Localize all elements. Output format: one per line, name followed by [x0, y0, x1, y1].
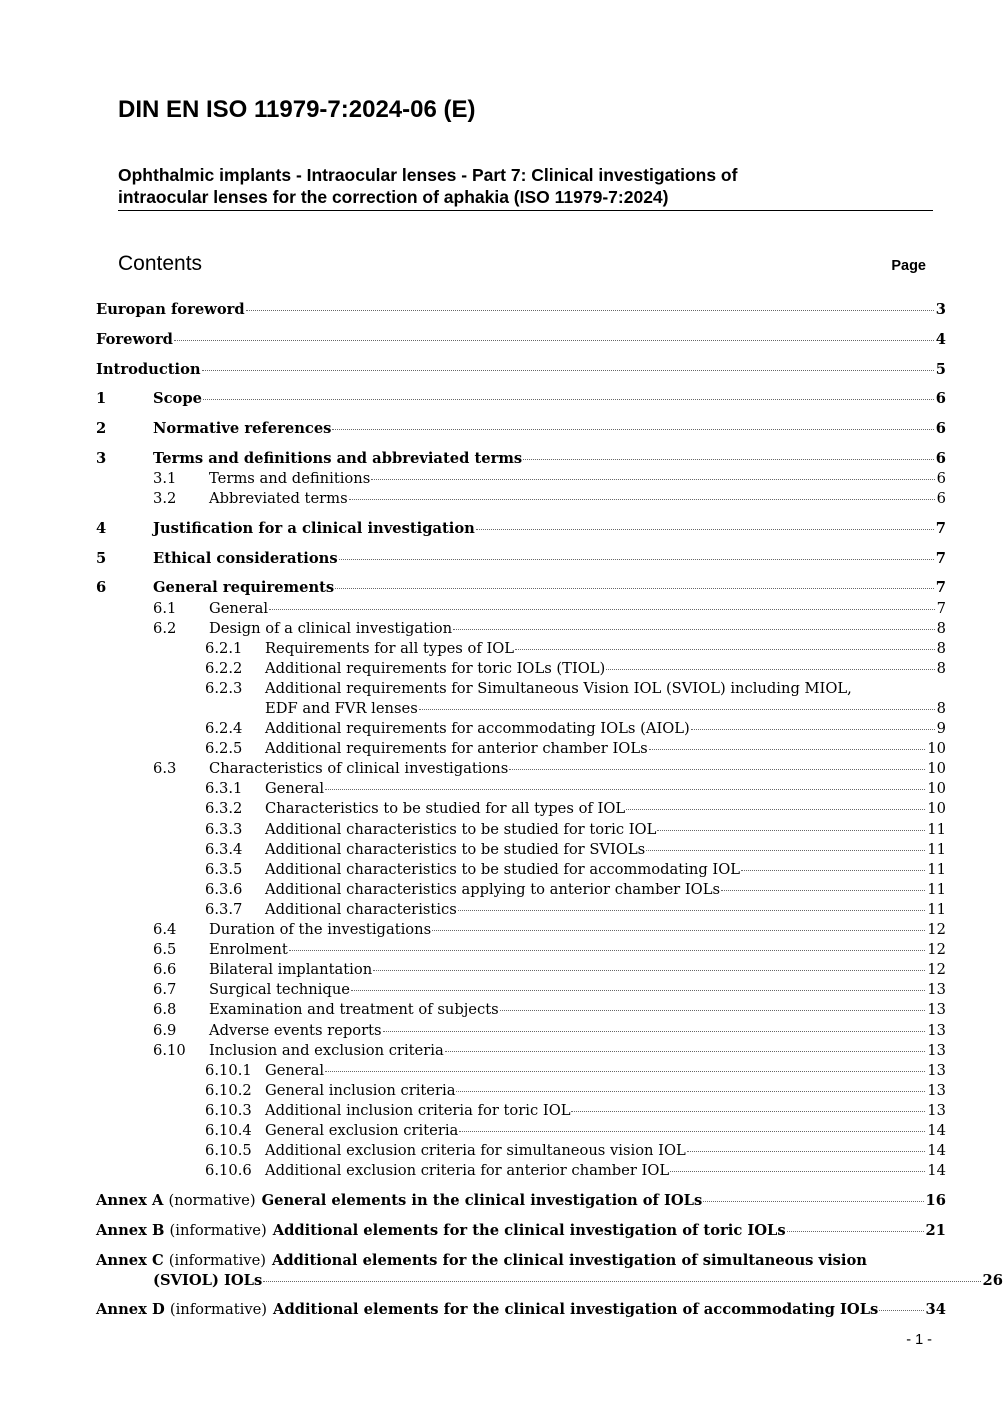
document-title: DIN EN ISO 11979-7:2024-06 (E): [118, 96, 476, 123]
toc-entry-6-3-4[interactable]: 6.3.4 Additional characteristics to be studied for SVIOLs 11: [205, 840, 946, 858]
toc-entry-6-10-5[interactable]: 6.10.5 Additional exclusion criteria for simultaneous vision IOL 14: [205, 1142, 946, 1160]
toc-entry-6-10-6[interactable]: 6.10.6 Additional exclusion criteria for anterior chamber IOL 14: [205, 1162, 946, 1180]
toc-entry-6-2-3-continued[interactable]: EDF and FVR lenses 8: [265, 700, 946, 717]
toc-entry-annex-a[interactable]: Annex A (normative) General elements in the clinical investigation of IOLs 16: [96, 1191, 946, 1209]
toc-entry-europan-foreword[interactable]: Europan foreword 3: [96, 301, 946, 318]
subtitle-line-2: intraocular lenses for the correction of aphakia (ISO 11979-7:2024): [118, 187, 669, 207]
toc-entry-6-2-3[interactable]: 6.2.3 Additional requirements for Simultaneous Vision IOL (SVIOL) including MIOL,: [205, 679, 852, 697]
toc-entry-annex-c[interactable]: Annex C (informative) Additional elements for the clinical investigation of simultaneous vision: [96, 1251, 867, 1269]
toc-entry-6-3-2[interactable]: 6.3.2 Characteristics to be studied for all types of IOL 10: [205, 800, 946, 818]
toc-entry-6-5[interactable]: 6.5 Enrolment 12: [153, 941, 946, 959]
toc-entry-6-10[interactable]: 6.10 Inclusion and exclusion criteria 13: [153, 1041, 946, 1059]
toc-entry-6-10-4[interactable]: 6.10.4 General exclusion criteria 14: [205, 1121, 946, 1139]
toc-entry-6-2-4[interactable]: 6.2.4 Additional requirements for accommodating IOLs (AIOL) 9: [205, 720, 946, 738]
toc-entry-6-7[interactable]: 6.7 Surgical technique 13: [153, 981, 946, 999]
toc-entry-6-10-2[interactable]: 6.10.2 General inclusion criteria 13: [205, 1081, 946, 1099]
toc-entry-6-1[interactable]: 6.1 General 7: [153, 599, 946, 617]
toc-entry-6-2-5[interactable]: 6.2.5 Additional requirements for anterior chamber IOLs 10: [205, 740, 946, 758]
toc-entry-6-8[interactable]: 6.8 Examination and treatment of subjects 13: [153, 1001, 946, 1019]
subtitle-line-1: Ophthalmic implants - Intraocular lenses - Part 7: Clinical investigations of: [118, 165, 738, 185]
toc-entry-6-6[interactable]: 6.6 Bilateral implantation 12: [153, 961, 946, 979]
toc-entry-6-10-3[interactable]: 6.10.3 Additional inclusion criteria for toric IOL 13: [205, 1101, 946, 1119]
toc-entry-3[interactable]: 3 Terms and definitions and abbreviated terms 6: [96, 449, 946, 467]
toc-entry-foreword[interactable]: Foreword 4: [96, 330, 946, 348]
toc-entry-6-10-1[interactable]: 6.10.1 General 13: [205, 1061, 946, 1079]
toc-entry-6-9[interactable]: 6.9 Adverse events reports 13: [153, 1021, 946, 1039]
toc-entry-annex-d[interactable]: Annex D (informative) Additional elements for the clinical investigation of accommodating IOLs 34: [96, 1301, 946, 1319]
toc-entry-6-3-7[interactable]: 6.3.7 Additional characteristics 11: [205, 900, 946, 918]
toc-entry-6-3[interactable]: 6.3 Characteristics of clinical investigations 10: [153, 760, 946, 778]
toc-entry-6-2-2[interactable]: 6.2.2 Additional requirements for toric IOLs (TIOL) 8: [205, 659, 946, 677]
toc-entry-6-4[interactable]: 6.4 Duration of the investigations 12: [153, 921, 946, 939]
toc-entry-6-3-6[interactable]: 6.3.6 Additional characteristics applying to anterior chamber IOLs 11: [205, 880, 946, 898]
toc-entry-6[interactable]: 6 General requirements 7: [96, 579, 946, 597]
toc-entry-6-3-1[interactable]: 6.3.1 General 10: [205, 780, 946, 798]
toc-entry-3-1[interactable]: 3.1 Terms and definitions 6: [153, 470, 946, 487]
toc-entry-annex-c-continued[interactable]: (SVIOL) IOLs 26: [153, 1271, 1003, 1289]
table-of-contents: [96, 300, 1003, 1320]
toc-entry-4[interactable]: 4 Justification for a clinical investigation 7: [96, 519, 946, 537]
toc-entry-annex-b[interactable]: Annex B (informative) Additional elements for the clinical investigation of toric IOLs 21: [96, 1221, 946, 1239]
toc-entry-6-3-3[interactable]: 6.3.3 Additional characteristics to be studied for toric IOL 11: [205, 820, 946, 838]
toc-entry-6-2-1[interactable]: 6.2.1 Requirements for all types of IOL 8: [205, 639, 946, 657]
toc-entry-6-3-5[interactable]: 6.3.5 Additional characteristics to be studied for accommodating IOL 11: [205, 860, 946, 878]
contents-heading: Contents: [118, 252, 203, 275]
toc-entry-1[interactable]: 1 Scope 6: [96, 390, 946, 408]
toc-entry-introduction[interactable]: Introduction 5: [96, 360, 946, 378]
toc-entry-3-2[interactable]: 3.2 Abbreviated terms 6: [153, 490, 946, 508]
page-column-label: Page: [891, 258, 926, 274]
toc-entry-5[interactable]: 5 Ethical considerations 7: [96, 549, 946, 567]
toc-entry-6-2[interactable]: 6.2 Design of a clinical investigation 8: [153, 619, 946, 637]
document-subtitle: [118, 164, 933, 211]
page-number: - 1 -: [906, 1332, 932, 1348]
toc-entry-2[interactable]: 2 Normative references 6: [96, 420, 946, 438]
